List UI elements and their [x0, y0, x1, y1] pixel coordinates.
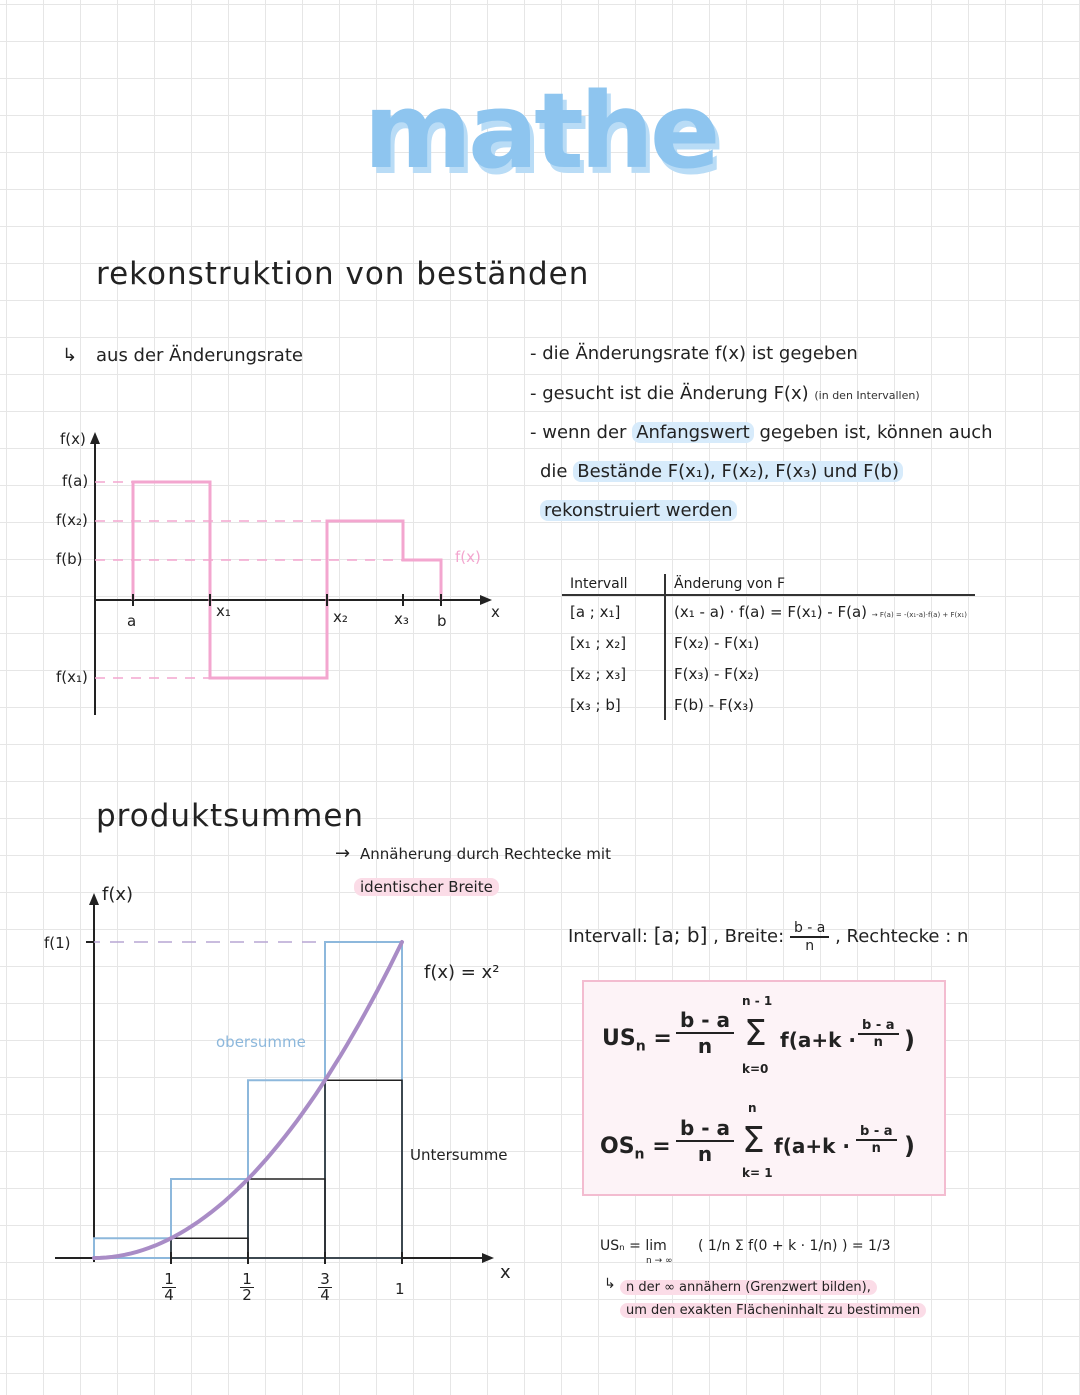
subheading-rate: aus der Änderungsrate — [96, 345, 303, 366]
graph1-x-axis-label: x — [491, 603, 500, 621]
os-sum-bottom: k= 1 — [742, 1166, 773, 1180]
note-line-2-text: um den exakten Flächeninhalt zu bestimmen — [620, 1303, 926, 1318]
us-fraction — [676, 1008, 734, 1058]
width-num: b - a — [790, 920, 829, 938]
arrow-icon: ↳ — [62, 345, 78, 366]
table-cell-note: → F(a) = -(x₁-a)·f(a) + F(x₁) — [871, 610, 967, 619]
note-line-1 — [620, 1280, 877, 1295]
lower-sum-label: Untersumme — [410, 1146, 508, 1164]
table-cell-interval: [a ; x₁] — [562, 595, 665, 627]
lower-sum-rect — [171, 1238, 248, 1258]
function-label: f(x) = x² — [424, 962, 500, 983]
os-eq: = — [652, 1134, 671, 1159]
us-label — [602, 1026, 672, 1054]
graph1-y-label: f(x) — [60, 430, 86, 448]
os-label-text: OS — [600, 1134, 635, 1159]
table-header-interval: Intervall — [562, 574, 665, 595]
graph1-label-fb: f(b) — [56, 550, 83, 568]
lower-sum-rect — [248, 1179, 325, 1258]
us-frac-num: b - a — [676, 1008, 734, 1034]
note-line-2 — [620, 1303, 926, 1318]
width-den: n — [805, 938, 815, 954]
table-cell-change: F(x₂) - F(x₁) — [674, 633, 760, 652]
graph1-curve-label: f(x) — [455, 548, 481, 566]
os-frac-num: b - a — [676, 1116, 734, 1142]
bullet-2-note: (in den Intervallen) — [814, 389, 920, 402]
table-cell-change: F(x₃) - F(x₂) — [674, 664, 760, 683]
os-inner-num: b - a — [856, 1124, 897, 1141]
lower-sum-rect — [325, 1080, 402, 1258]
x-tick-half-den: 2 — [240, 1287, 254, 1303]
bullet-1-suffix: ist gegeben — [751, 343, 858, 364]
table-header-change: Änderung von F — [665, 574, 975, 595]
interval-value: [a; b] — [653, 923, 708, 947]
bullet-3-prefix: - wenn der — [530, 422, 627, 443]
approx-line: Annäherung durch Rechtecke mit — [360, 845, 611, 863]
graph2-y-label: f(x) — [102, 884, 134, 905]
us-sigma: Σ — [744, 1013, 767, 1054]
x-tick-quarter-den: 4 — [162, 1287, 176, 1303]
graph1-x-label-b: b — [437, 612, 447, 630]
os-frac-den: n — [697, 1142, 713, 1166]
bullet-3-line2-prefix: die — [540, 461, 568, 482]
us-label-text: US — [602, 1026, 636, 1051]
graph1-label-fx2: f(x₂) — [56, 511, 88, 529]
limit-sub: n → ∞ — [646, 1256, 673, 1266]
bullet-2-prefix: - gesucht ist die Änderung — [530, 383, 768, 404]
graph1-x-label-x3: x₃ — [394, 610, 409, 628]
x-tick-quarter-num: 1 — [164, 1270, 174, 1288]
bullet-1-fx: f(x) — [714, 343, 747, 364]
upper-sum-rect — [325, 942, 402, 1258]
y-axis-arrow — [89, 893, 99, 905]
us-sum-bottom: k=0 — [742, 1062, 769, 1076]
interval-label: Intervall: — [568, 926, 648, 947]
os-sum-top: n — [748, 1101, 757, 1115]
page-title: mathe — [363, 70, 717, 192]
arrow-right-icon: → — [335, 843, 351, 864]
os-fraction — [676, 1116, 734, 1166]
os-inner-den: n — [871, 1141, 881, 1156]
us-inner-num: b - a — [858, 1018, 899, 1035]
x-tick-one: 1 — [395, 1280, 405, 1298]
x-tick-half — [240, 1272, 254, 1303]
us-sum-top: n - 1 — [742, 994, 773, 1008]
bullet-3-line3-highlight: rekonstruiert werden — [540, 500, 737, 521]
width-label: , Breite: — [713, 926, 785, 947]
os-close-paren: ) — [904, 1132, 915, 1160]
bullet-1-prefix: - die Änderungsrate — [530, 343, 710, 364]
os-sum-body: f(a+k · — [774, 1134, 850, 1158]
us-inner-fraction — [858, 1018, 899, 1050]
bullet-3-highlight: Anfangswert — [632, 422, 754, 443]
bullet-3-line2-highlight: Bestände F(x₁), F(x₂), F(x₃) und F(b) — [573, 461, 903, 482]
bullet-2-Fx: F(x) — [773, 383, 809, 404]
graph1-x-label-a: a — [127, 612, 137, 630]
os-sigma: Σ — [742, 1120, 765, 1161]
limit-body: ( 1/n Σ f(0 + k · 1/n) ) = 1/3 — [698, 1238, 891, 1254]
table-cell-interval: [x₂ ; x₃] — [562, 658, 665, 689]
rect-label: , Rechtecke : n — [835, 926, 969, 947]
us-sub: n — [635, 1038, 646, 1055]
table-cell-note-text: F(a) = -(x₁-a)·f(a) + F(x₁) — [879, 610, 967, 619]
table-cell-interval: [x₃ ; b] — [562, 689, 665, 720]
x-tick-three-quarter-num: 3 — [320, 1270, 330, 1288]
table-cell-change: F(b) - F(x₃) — [674, 695, 755, 714]
os-sub: n — [634, 1146, 645, 1163]
section-heading-reconstruction: rekonstruktion von beständen — [96, 256, 590, 292]
bullet-3-suffix: gegeben ist, können auch — [759, 422, 993, 443]
us-sum-body: f(a+k · — [780, 1028, 856, 1052]
graph1-label-fx1: f(x₁) — [56, 668, 88, 686]
graph2-y-tick-label: f(1) — [44, 934, 71, 952]
x-tick-quarter — [162, 1272, 176, 1303]
section-heading-productsums: produktsummen — [96, 798, 365, 834]
graph1-x-label-x1: x₁ — [216, 602, 231, 620]
x-tick-half-num: 1 — [242, 1270, 252, 1288]
table-cell-change-text: (x₁ - a) · f(a) = F(x₁) - F(a) — [674, 602, 868, 621]
us-inner-den: n — [873, 1035, 883, 1050]
limit-line: USₙ = lim — [600, 1238, 667, 1254]
graph1-x-label-x2: x₂ — [333, 608, 348, 626]
x-tick-three-quarter — [318, 1272, 332, 1303]
arrow-note-icon: ↳ — [604, 1276, 616, 1292]
os-inner-fraction — [856, 1124, 897, 1156]
approx-highlight-text: identischer Breite — [354, 878, 499, 896]
us-close-paren: ) — [904, 1026, 915, 1054]
table-cell-interval: [x₁ ; x₂] — [562, 627, 665, 658]
us-frac-den: n — [697, 1034, 713, 1058]
graph1-label-fa: f(a) — [62, 472, 89, 490]
x-axis-arrow — [482, 1253, 494, 1263]
os-label — [600, 1134, 671, 1162]
x-tick-three-quarter-den: 4 — [318, 1287, 332, 1303]
upper-sum-label: obersumme — [216, 1033, 306, 1051]
graph2-x-axis-label: x — [500, 1262, 511, 1283]
note-line-1-text: n der ∞ annähern (Grenzwert bilden), — [620, 1280, 877, 1295]
us-eq: = — [653, 1026, 672, 1051]
